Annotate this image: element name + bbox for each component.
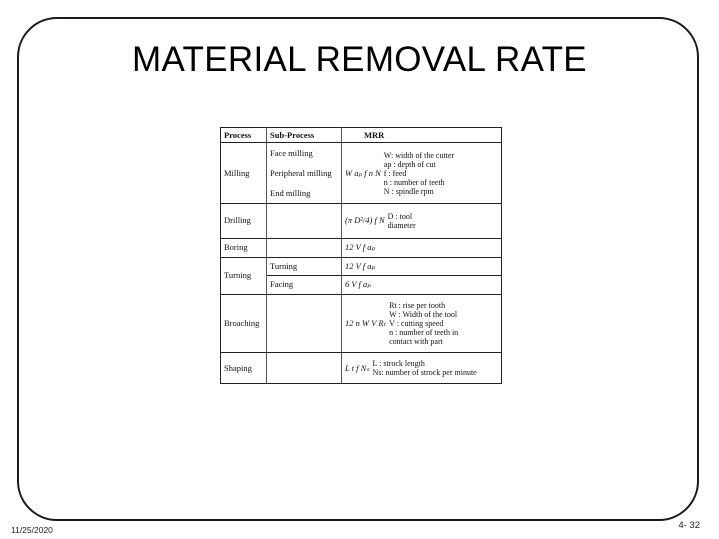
- mrr-broaching-cell: [342, 294, 502, 353]
- def-line: N : spindle rpm: [383, 186, 434, 196]
- table-row-turning-1: [221, 258, 502, 276]
- def-line: f : feed: [383, 168, 407, 178]
- process-turning: Turning: [221, 258, 267, 295]
- sub-facing: Facing: [267, 276, 342, 294]
- process-boring: Boring: [221, 238, 267, 257]
- mrr-drilling-cell: [342, 204, 502, 239]
- def-line: W : Width of the tool: [389, 310, 458, 320]
- mrr-shaping-cell: [342, 353, 502, 384]
- def-line: V : cutting speed: [389, 319, 444, 329]
- sub-peripheral-milling: Peripheral milling: [267, 163, 342, 183]
- mrr-broaching-formula: 12 n W V Rₜ: [345, 318, 387, 329]
- table-row-shaping: [221, 353, 502, 384]
- def-line: D : tool: [387, 211, 413, 221]
- mrr-boring-cell: [342, 238, 502, 257]
- mrr-drilling-formula: (π D²/4) f N: [345, 215, 385, 226]
- mrr-shaping-formula: L t f Nₛ: [345, 362, 370, 373]
- sub-drilling-empty: [267, 204, 342, 239]
- def-line: contact with part: [389, 337, 443, 347]
- def-line: Rt : rise per tooth: [389, 301, 446, 311]
- shaping-definitions: [373, 359, 477, 377]
- header-process: Process: [221, 128, 267, 143]
- milling-definitions: [384, 151, 454, 196]
- table-header-row: [221, 128, 502, 143]
- sub-turning: Turning: [267, 258, 342, 276]
- def-line: L : strock length: [372, 359, 425, 369]
- process-broaching: Broaching: [221, 294, 267, 353]
- page-number: 4- 32: [678, 520, 700, 531]
- broaching-definitions: [389, 301, 458, 346]
- sub-broaching-empty: [267, 294, 342, 353]
- def-line: ap : depth of cut: [383, 159, 436, 169]
- mrr-milling-cell: [342, 143, 502, 204]
- sub-face-milling: Face milling: [267, 143, 342, 163]
- table-row-boring: [221, 238, 502, 257]
- table-row-broaching: [221, 294, 502, 353]
- table-row-milling-1: [221, 143, 502, 163]
- def-line: n : number of teeth in: [389, 328, 459, 338]
- mrr-facing-cell: [342, 276, 502, 294]
- mrr-table: [220, 127, 502, 384]
- mrr-facing-formula: 6 V f aₚ: [345, 279, 371, 290]
- header-mrr: MRR: [342, 128, 502, 143]
- process-drilling: Drilling: [221, 204, 267, 239]
- def-line: W: width of the cutter: [383, 150, 455, 160]
- def-line: diameter: [387, 220, 416, 230]
- slide-date: 11/25/2020: [11, 525, 53, 535]
- sub-boring-empty: [267, 238, 342, 257]
- mrr-turning-formula: 12 V f aₚ: [345, 261, 376, 272]
- sub-end-milling: End milling: [267, 183, 342, 203]
- mrr-boring-formula: 12 V f aₚ: [345, 242, 376, 253]
- sub-shaping-empty: [267, 353, 342, 384]
- def-line: n : number of teeth: [383, 177, 445, 187]
- mrr-milling-formula: W aₚ f n N: [345, 167, 381, 178]
- header-sub-process: Sub-Process: [267, 128, 342, 143]
- process-milling: Milling: [221, 143, 267, 204]
- mrr-turning-cell: [342, 258, 502, 276]
- drilling-definitions: [388, 212, 416, 230]
- def-line: Ns: number of strock per minute: [372, 368, 477, 378]
- table-row-drilling: [221, 204, 502, 239]
- process-shaping: Shaping: [221, 353, 267, 384]
- slide-title: MATERIAL REMOVAL RATE: [132, 40, 587, 79]
- mrr-table-image: [220, 127, 501, 384]
